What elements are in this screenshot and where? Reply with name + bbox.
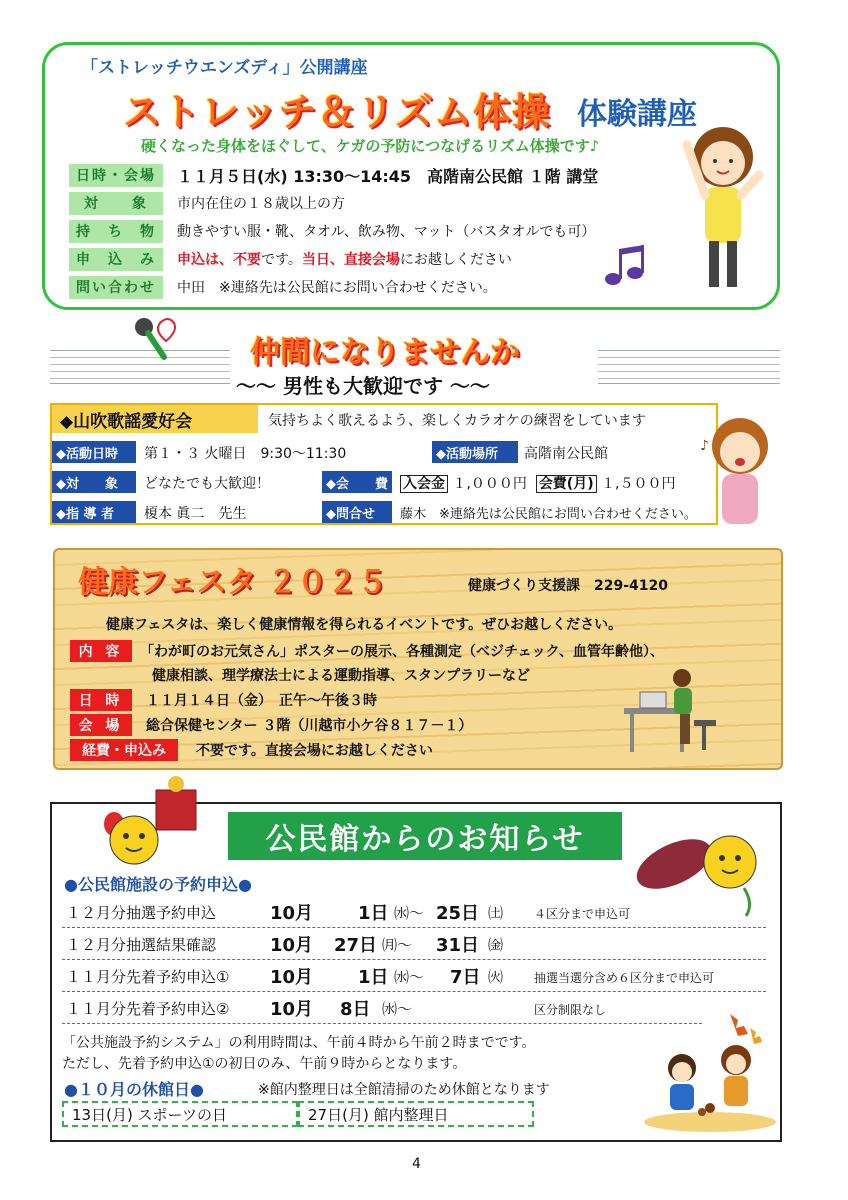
health-festa-title: 健康フェスタ ２０２５ [78,565,387,600]
reservation-to-day: 31日 [436,935,480,956]
page-number: 4 [412,1156,421,1172]
microphone-icon [130,315,180,365]
monthly-fee-value: １,５００円 [601,476,676,492]
reservation-row [62,898,766,928]
recruit-subtitle: ～～ 男性も大歓迎です ～～ [236,374,490,398]
recruit-title: 仲間になりませんか [250,335,520,370]
date-value: １１月１４日（金） 正午～午後３時 [146,693,377,709]
club-name: ◆山吹歌謡愛好会 [52,405,258,433]
section-title-suffix: 体験講座 [577,97,697,132]
reservation-item: １２月分抽選予約申込 [66,904,217,922]
info-label: 日時・会場 [69,164,163,187]
reservation-from-day: 8日 [340,999,371,1020]
reservation-item: １１月分先着予約申込① [66,968,230,986]
reservation-heading: ●公民館施設の予約申込● [64,875,252,894]
notice-banner: 公民館からのお知らせ [228,812,622,860]
reservation-from-weekday: ㈬～ [382,1000,413,1018]
reservation-to-day: 7日 [450,967,481,988]
info-row-datetime [69,163,598,187]
info-value-red: 申込は、不要 [177,252,261,268]
entry-fee-label: 入会金 [400,475,448,493]
reservation-row [62,962,766,992]
info-value: １１月５日(水) 13:30～14:45 高階南公民館 １階 講堂 [177,166,599,186]
holiday-item: 13日(月) スポーツの日 [62,1101,298,1127]
reservation-from-day: 27日 [334,935,378,956]
holiday-note: ※館内整理日は全館清掃のため休館となります [258,1082,550,1098]
reservation-month: 10月 [270,999,314,1020]
info-value-text: にお越しください [399,252,512,268]
fee-apply-label: 経費・申込み [70,739,178,761]
fee-label: ◆会 費 [322,471,392,493]
reservation-note: 区分制限なし [534,1003,607,1017]
contact-value: 藤木 ※連絡先は公民館にお問い合わせください。 [400,507,697,522]
fee-value [400,473,676,493]
info-label: 持 ち 物 [69,220,163,243]
reservation-from-day: 1日 [358,903,389,924]
info-value: 中田 ※連絡先は公民館にお問い合わせください。 [177,280,497,296]
holiday-item: 27日(月) 館内整理日 [298,1101,534,1127]
holiday-heading: ●１０月の休館日● [64,1080,204,1099]
reservation-item: １２月分抽選結果確認 [66,936,217,954]
section-tagline: 硬くなった身体をほぐして、ケガの予防につなげるリズム体操です♪ [141,137,600,155]
fee-apply-value: 不要です。直接会場にお越しください [196,743,433,759]
info-label: 対 象 [69,192,163,215]
first-day-note: ただし、先着予約申込①の初日のみ、午前９時からとなります。 [62,1056,467,1072]
health-festa-department: 健康づくり支援課 229-4120 [468,578,668,594]
teacher-label: ◆指 導 者 [52,501,136,523]
content-value-line1: 「わが町のお元気さん」ポスターの展示、各種測定（ベジチェック、血管年齢他）、 [140,644,665,660]
stretch-section [42,42,780,310]
singing-woman-illustration [700,410,776,530]
info-value-text: です。 [261,252,302,268]
reservation-note: 抽選当選分含め６区分まで申込可 [534,971,715,985]
info-label: 申 込 み [69,248,163,271]
reservation-from-day: 1日 [358,967,389,988]
info-value [177,249,512,269]
reservation-note: ４区分まで申込可 [534,907,631,921]
target-value: どなたでも大歓迎！ [144,476,270,492]
reservation-to-weekday: ㈮ [488,936,504,954]
activity-place-value: 高階南公民館 [524,446,608,462]
contact-label: ◆問合せ [322,501,392,523]
reservation-to-day: 25日 [436,903,480,924]
reservation-month: 10月 [270,935,314,956]
info-label: 問い合わせ [69,276,163,299]
date-label: 日 時 [70,689,132,711]
content-value-line2: 健康相談、理学療法士による運動指導、スタンプラリーなど [152,668,530,684]
mascot-lantern-illustration [96,770,206,870]
svg-text:♪: ♪ [700,438,709,454]
autumn-children-illustration [640,1004,776,1134]
music-staff-decoration [598,350,780,384]
reservation-from-weekday: ㈬～ [394,968,425,986]
reservation-month: 10月 [270,967,314,988]
venue-value: 総合保健センター ３階（川越市小ケ谷８１７－１） [146,718,473,734]
activity-day-label: ◆活動日時 [52,441,136,463]
section-title: ストレッチ＆リズム体操 [123,90,551,134]
monthly-fee-label: 会費(月) [536,475,597,493]
reservation-from-weekday: ㈪～ [382,936,413,954]
teacher-value: 榎本 眞二 先生 [144,506,247,522]
info-value-red: 当日、直接会場 [301,252,400,268]
health-check-illustration [620,664,720,756]
entry-fee-value: １,０００円 [452,476,527,492]
karaoke-club-box [50,403,718,525]
reservation-to-weekday: ㈯ [488,904,504,922]
activity-day-value: 第１・３ 火曜日 9:30～11:30 [144,446,347,462]
health-festa-intro: 健康フェスタは、楽しく健康情報を得られるイベントです。ぜひお越しください。 [106,617,623,633]
info-value: 市内在住の１８歳以上の方 [177,196,345,212]
reservation-row [62,994,702,1024]
club-description: 気持ちよく歌えるよう、楽しくカラオケの練習をしています [268,413,646,429]
info-value: 動きやすい服・靴、タオル、飲み物、マット（バスタオルでも可） [177,224,596,240]
exercising-woman-illustration [675,105,771,295]
system-hours-note: 「公共施設予約システム」の利用時間は、午前４時から午前２時までです。 [62,1035,536,1051]
info-row-apply [69,247,512,271]
target-label: ◆対 象 [52,471,136,493]
info-row-target [69,191,345,215]
info-row-contact [69,275,497,299]
section-subtitle: 「ストレッチウエンズディ」公開講座 [81,58,368,78]
activity-place-label: ◆活動場所 [432,441,518,463]
info-row-items [69,219,595,243]
reservation-month: 10月 [270,903,314,924]
reservation-to-weekday: ㈫ [488,968,504,986]
music-notes-icon [601,241,651,291]
content-label: 内 容 [70,640,132,662]
reservation-row [62,930,766,960]
reservation-item: １１月分先着予約申込② [66,1000,230,1018]
venue-label: 会 場 [70,714,132,736]
reservation-from-weekday: ㈬～ [394,904,425,922]
